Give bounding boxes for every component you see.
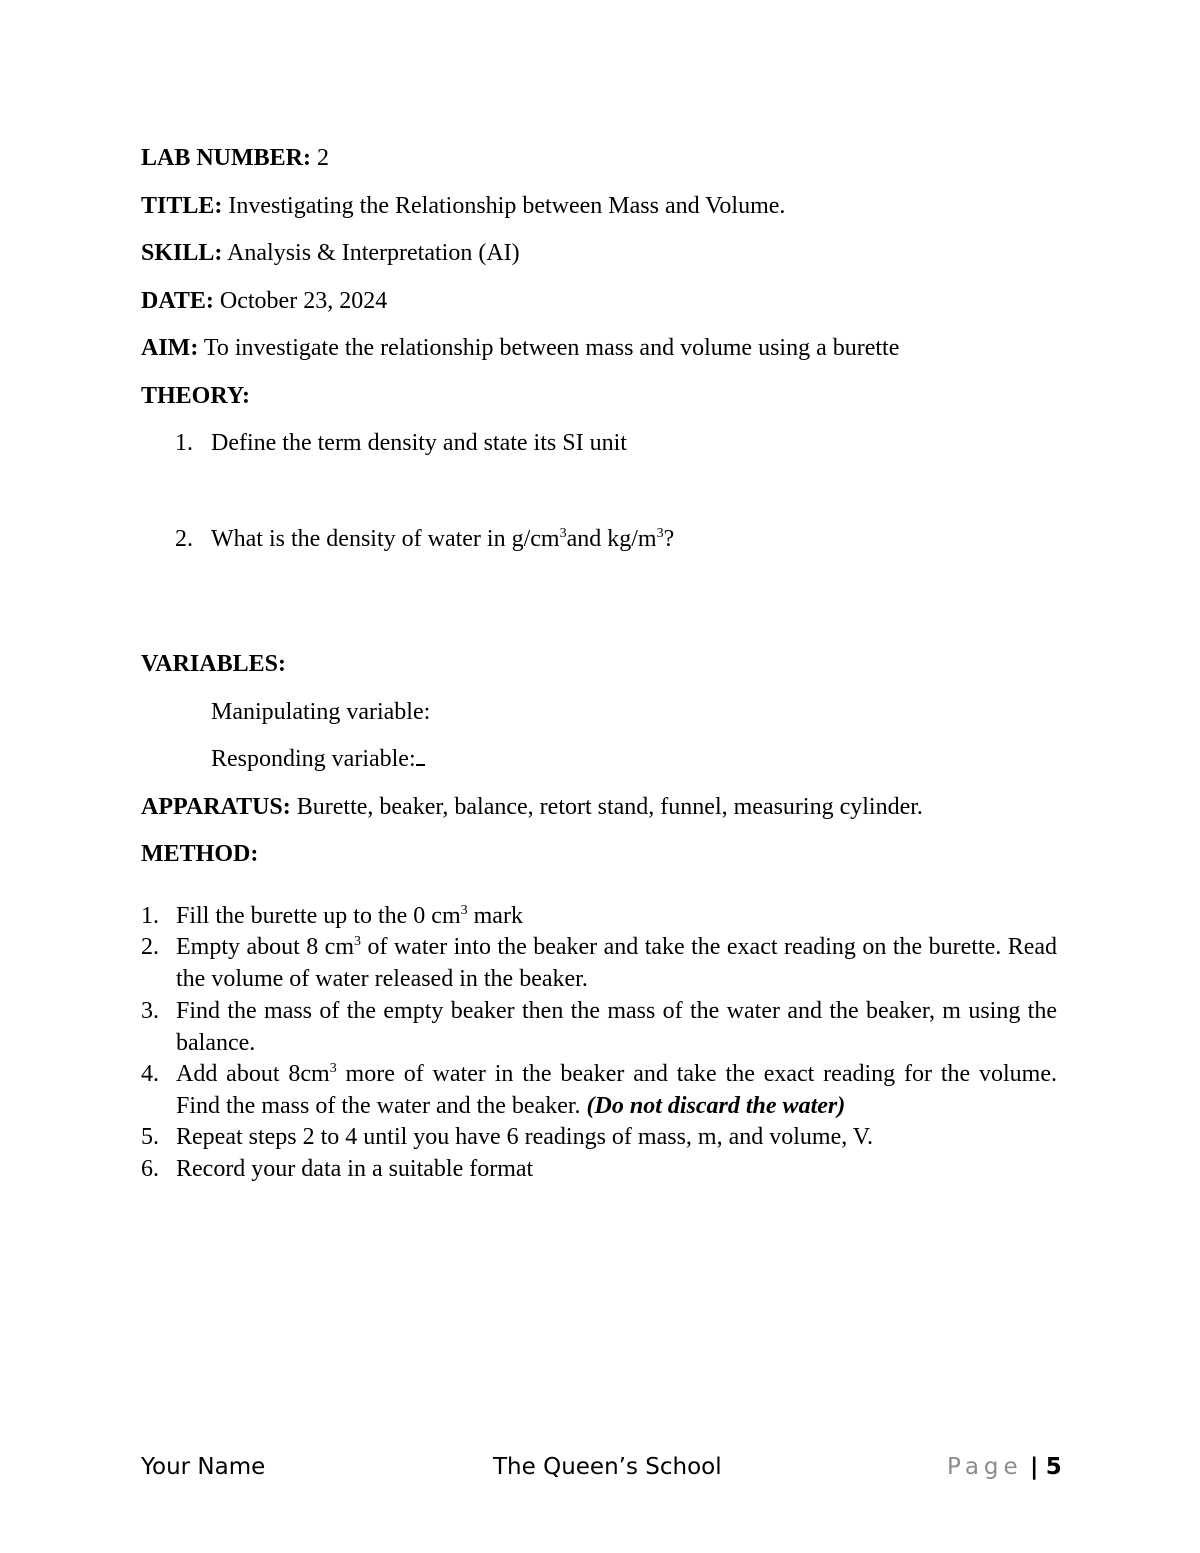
- method-step-1-text-a: Fill the burette up to the 0 cm: [176, 903, 461, 929]
- method-step-3-text: Find the mass of the empty beaker then the mass of the water and the beaker, m using the balance.: [176, 998, 1057, 1056]
- method-step-1-number: 1.: [141, 903, 159, 929]
- responding-variable-line: [211, 744, 425, 774]
- lab-number-label: LAB NUMBER:: [141, 145, 312, 171]
- method-step-5-number: 5.: [141, 1124, 159, 1150]
- lab-number-value: 2: [311, 145, 330, 171]
- answer-blank: [416, 744, 425, 766]
- superscript-3: 3: [559, 526, 567, 541]
- method-step-4-text: [176, 1059, 1057, 1122]
- title-value: Investigating the Relationship between Mass and Volume.: [222, 193, 786, 219]
- theory-question-1: [175, 428, 627, 458]
- theory-question-2-text-a: What is the density of water in g/cm: [211, 526, 560, 552]
- apparatus-line: [141, 792, 923, 822]
- footer-separator: |: [1030, 1454, 1039, 1480]
- footer-page-number: [947, 1452, 1062, 1482]
- theory-question-2: [175, 524, 674, 554]
- apparatus-value: Burette, beaker, balance, retort stand, funnel, measuring cylinder.: [290, 794, 923, 820]
- theory-question-2-text-c: ?: [663, 526, 675, 552]
- method-heading: METHOD:: [141, 841, 259, 867]
- theory-heading: THEORY:: [141, 383, 250, 409]
- theory-question-1-number: 1.: [175, 430, 193, 456]
- aim-label: AIM:: [141, 335, 199, 361]
- manipulating-variable-label: Manipulating variable:: [211, 699, 431, 725]
- method-step-3-number: 3.: [141, 998, 159, 1024]
- method-step-3: [141, 996, 1057, 1059]
- variables-heading: VARIABLES:: [141, 651, 286, 677]
- method-step-4-text-b: more of water in the beaker and take the exact reading for the volume. Find the mass of the water and the beaker.: [176, 1061, 1057, 1119]
- skill-label: SKILL:: [141, 240, 223, 266]
- date-label: DATE:: [141, 288, 214, 314]
- method-step-1: [141, 901, 1057, 933]
- method-step-2-text-b: of water into the beaker and take the exact reading on the burette. Read the volume of water released in the beaker.: [176, 934, 1058, 992]
- method-step-2-text-a: Empty about 8 cm: [176, 934, 354, 960]
- superscript-3: 3: [329, 1061, 337, 1076]
- title-line: [141, 191, 785, 221]
- date-line: [141, 286, 387, 316]
- theory-question-2-text-b: and kg/m: [566, 526, 657, 552]
- method-step-1-text: [176, 901, 1057, 933]
- aim-line: [141, 333, 899, 363]
- footer-author-name: Your Name: [141, 1454, 266, 1480]
- method-step-2-number: 2.: [141, 934, 159, 960]
- method-step-1-text-b: mark: [467, 903, 523, 929]
- method-step-6-number: 6.: [141, 1156, 159, 1182]
- method-step-5-text: Repeat steps 2 to 4 until you have 6 readings of mass, m, and volume, V.: [176, 1124, 874, 1150]
- superscript-3: 3: [460, 903, 468, 918]
- footer-school-name: The Queen’s School: [493, 1454, 722, 1480]
- theory-question-1-text: Define the term density and state its SI unit: [211, 430, 627, 456]
- responding-variable-label: Responding variable:: [211, 746, 416, 772]
- aim-value: To investigate the relationship between mass and volume using a burette: [198, 335, 900, 361]
- superscript-3: 3: [354, 934, 361, 949]
- date-value: October 23, 2024: [213, 288, 388, 314]
- method-step-6-text: Record your data in a suitable format: [176, 1156, 534, 1182]
- lab-number-line: [141, 143, 329, 173]
- title-label: TITLE:: [141, 193, 223, 219]
- method-step-4-text-a: Add about 8cm: [176, 1061, 330, 1087]
- footer-page-number-value: 5: [1045, 1454, 1062, 1480]
- method-step-6: [141, 1154, 1057, 1186]
- method-step-2: [141, 932, 1057, 995]
- method-step-2-text: [176, 932, 1057, 995]
- method-step-4-number: 4.: [141, 1061, 159, 1087]
- method-step-4-emphasis: (Do not discard the water): [586, 1092, 846, 1119]
- theory-question-2-number: 2.: [175, 526, 193, 552]
- skill-line: [141, 238, 520, 268]
- skill-value: Analysis & Interpretation (AI): [222, 240, 520, 266]
- footer-page-word: Page: [947, 1454, 1023, 1480]
- superscript-3: 3: [656, 526, 664, 541]
- method-step-5: [141, 1122, 1057, 1154]
- method-step-4: [141, 1059, 1057, 1122]
- apparatus-label: APPARATUS:: [141, 794, 291, 820]
